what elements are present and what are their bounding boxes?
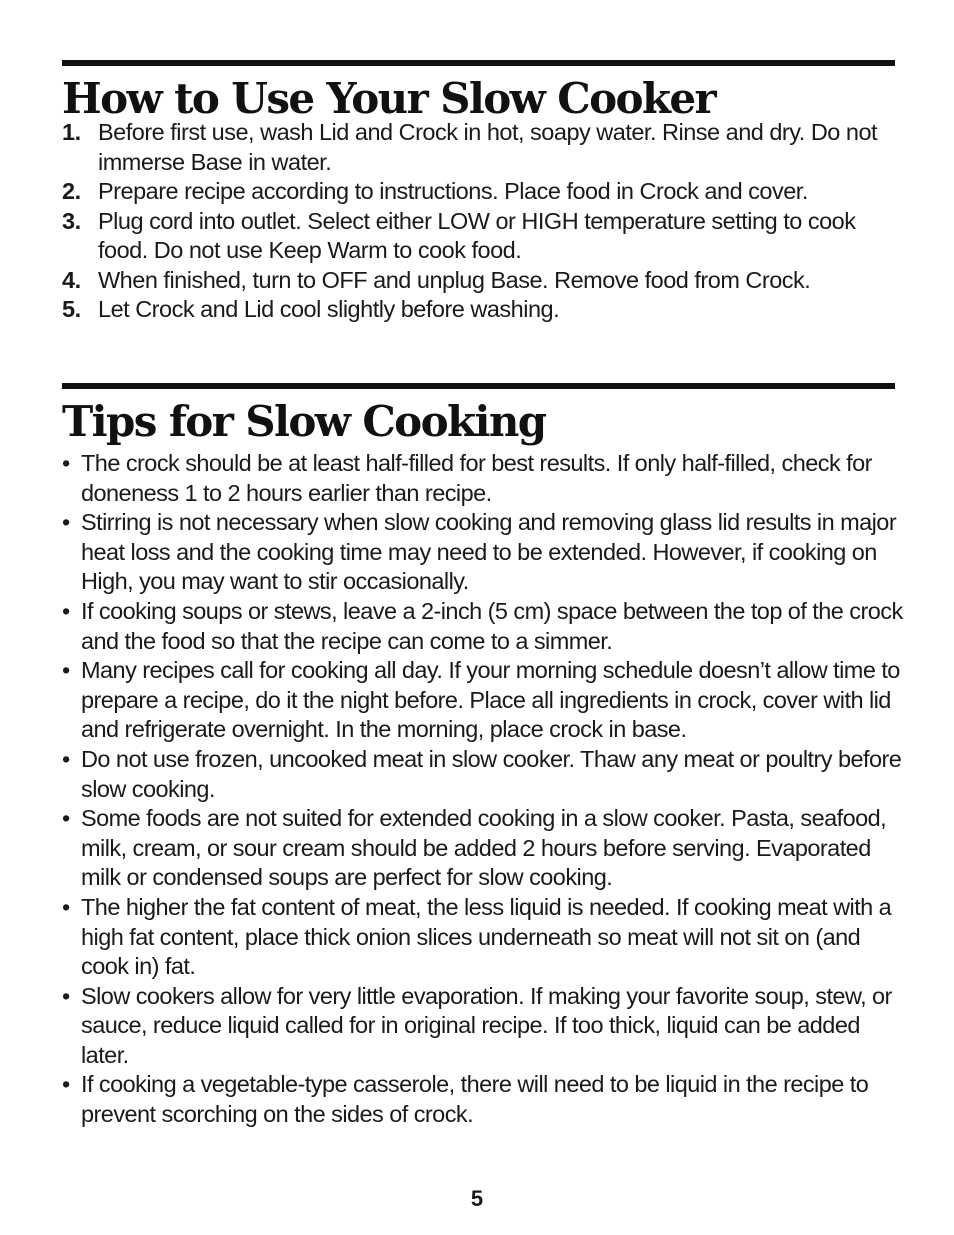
- bullet-marker: •: [62, 450, 70, 476]
- step-number: 3.: [62, 207, 81, 234]
- step-text: Plug cord into outlet. Select either LOW or HIGH temperature setting to cook food. Do not use Keep Warm to cook food.: [98, 207, 856, 263]
- tip-item: [62, 508, 907, 597]
- step-text: Prepare recipe according to instructions. Place food in Crock and cover.: [98, 178, 808, 204]
- tip-item: [62, 745, 907, 804]
- step-text: Before first use, wash Lid and Crock in hot, soapy water. Rinse and dry. Do not immerse Base in water.: [98, 119, 878, 175]
- tip-text: If cooking a vegetable-type casserole, there will need to be liquid in the recipe to prevent scorching on the sides of crock.: [81, 1071, 869, 1128]
- bullet-marker: •: [62, 805, 70, 832]
- step-item: [62, 207, 902, 266]
- step-text: Let Crock and Lid cool slightly before washing.: [98, 296, 560, 322]
- how-to-heading: How to Use Your Slow Cooker: [62, 74, 716, 123]
- tip-text: If cooking soups or stews, leave a 2-inch (5 cm) space between the top of the crock and the food so that the recipe can come to a simmer.: [81, 597, 903, 654]
- bullet-marker: •: [62, 597, 70, 624]
- tip-text: Do not use frozen, uncooked meat in slow cooker. Thaw any meat or poultry before slow cooking.: [81, 745, 902, 802]
- tip-text: The higher the fat content of meat, the less liquid is needed. If cooking meat with a high fat content, place thick onion slices underneath so meat will not sit on (and cook in) fat.: [81, 893, 892, 980]
- bullet-marker: •: [62, 893, 70, 920]
- bullet-marker: •: [62, 1071, 70, 1098]
- step-number: 2.: [62, 178, 81, 204]
- tip-item: [62, 1070, 907, 1129]
- tip-item: [62, 804, 907, 893]
- page-number: 5: [470, 1186, 484, 1211]
- tip-text: Slow cookers allow for very little evaporation. If making your favorite soup, stew, or sauce, reduce liquid called for in original recipe. If too thick, liquid can be added later.: [81, 982, 892, 1068]
- tip-item: [62, 893, 907, 982]
- bullet-marker: •: [62, 509, 70, 536]
- tip-text: The crock should be at least half-filled for best results. If only half-filled, check for doneness 1 to 2 hours earlier than recipe.: [81, 450, 872, 506]
- step-number: 1.: [62, 119, 81, 145]
- tip-text: Many recipes call for cooking all day. If your morning schedule doesn’t allow time to prepare a recipe, do it the night before. Place all ingredients in crock, cover with lid and refrigerate overnight. In the morning, place crock in base.: [81, 657, 900, 743]
- tips-heading: Tips for Slow Cooking: [62, 397, 546, 446]
- step-item: [62, 295, 902, 325]
- bullet-marker: •: [62, 657, 70, 684]
- tip-item: [62, 449, 907, 508]
- tip-item: [62, 656, 907, 745]
- tip-item: [62, 597, 907, 656]
- step-item: [62, 177, 902, 207]
- step-item: [62, 118, 902, 177]
- bullet-marker: •: [62, 982, 70, 1009]
- tip-text: Some foods are not suited for extended cooking in a slow cooker. Pasta, seafood, milk, cream, or sour cream should be added 2 hours before serving. Evaporated milk or condensed soups are perfect for slow cooking.: [81, 805, 887, 891]
- tips-list: [62, 449, 907, 1130]
- section-divider-tips: [62, 383, 895, 389]
- section-divider-top: [62, 60, 895, 66]
- step-number: 5.: [62, 296, 81, 322]
- step-item: [62, 266, 902, 296]
- tip-text: Stirring is not necessary when slow cooking and removing glass lid results in major heat loss and the cooking time may need to be extended. However, if cooking on High, you may want to stir occasionally.: [81, 509, 897, 595]
- step-number: 4.: [62, 266, 81, 293]
- bullet-marker: •: [62, 745, 70, 772]
- step-text: When finished, turn to OFF and unplug Base. Remove food from Crock.: [98, 266, 811, 293]
- how-to-steps-list: [62, 118, 902, 325]
- tip-item: [62, 982, 907, 1071]
